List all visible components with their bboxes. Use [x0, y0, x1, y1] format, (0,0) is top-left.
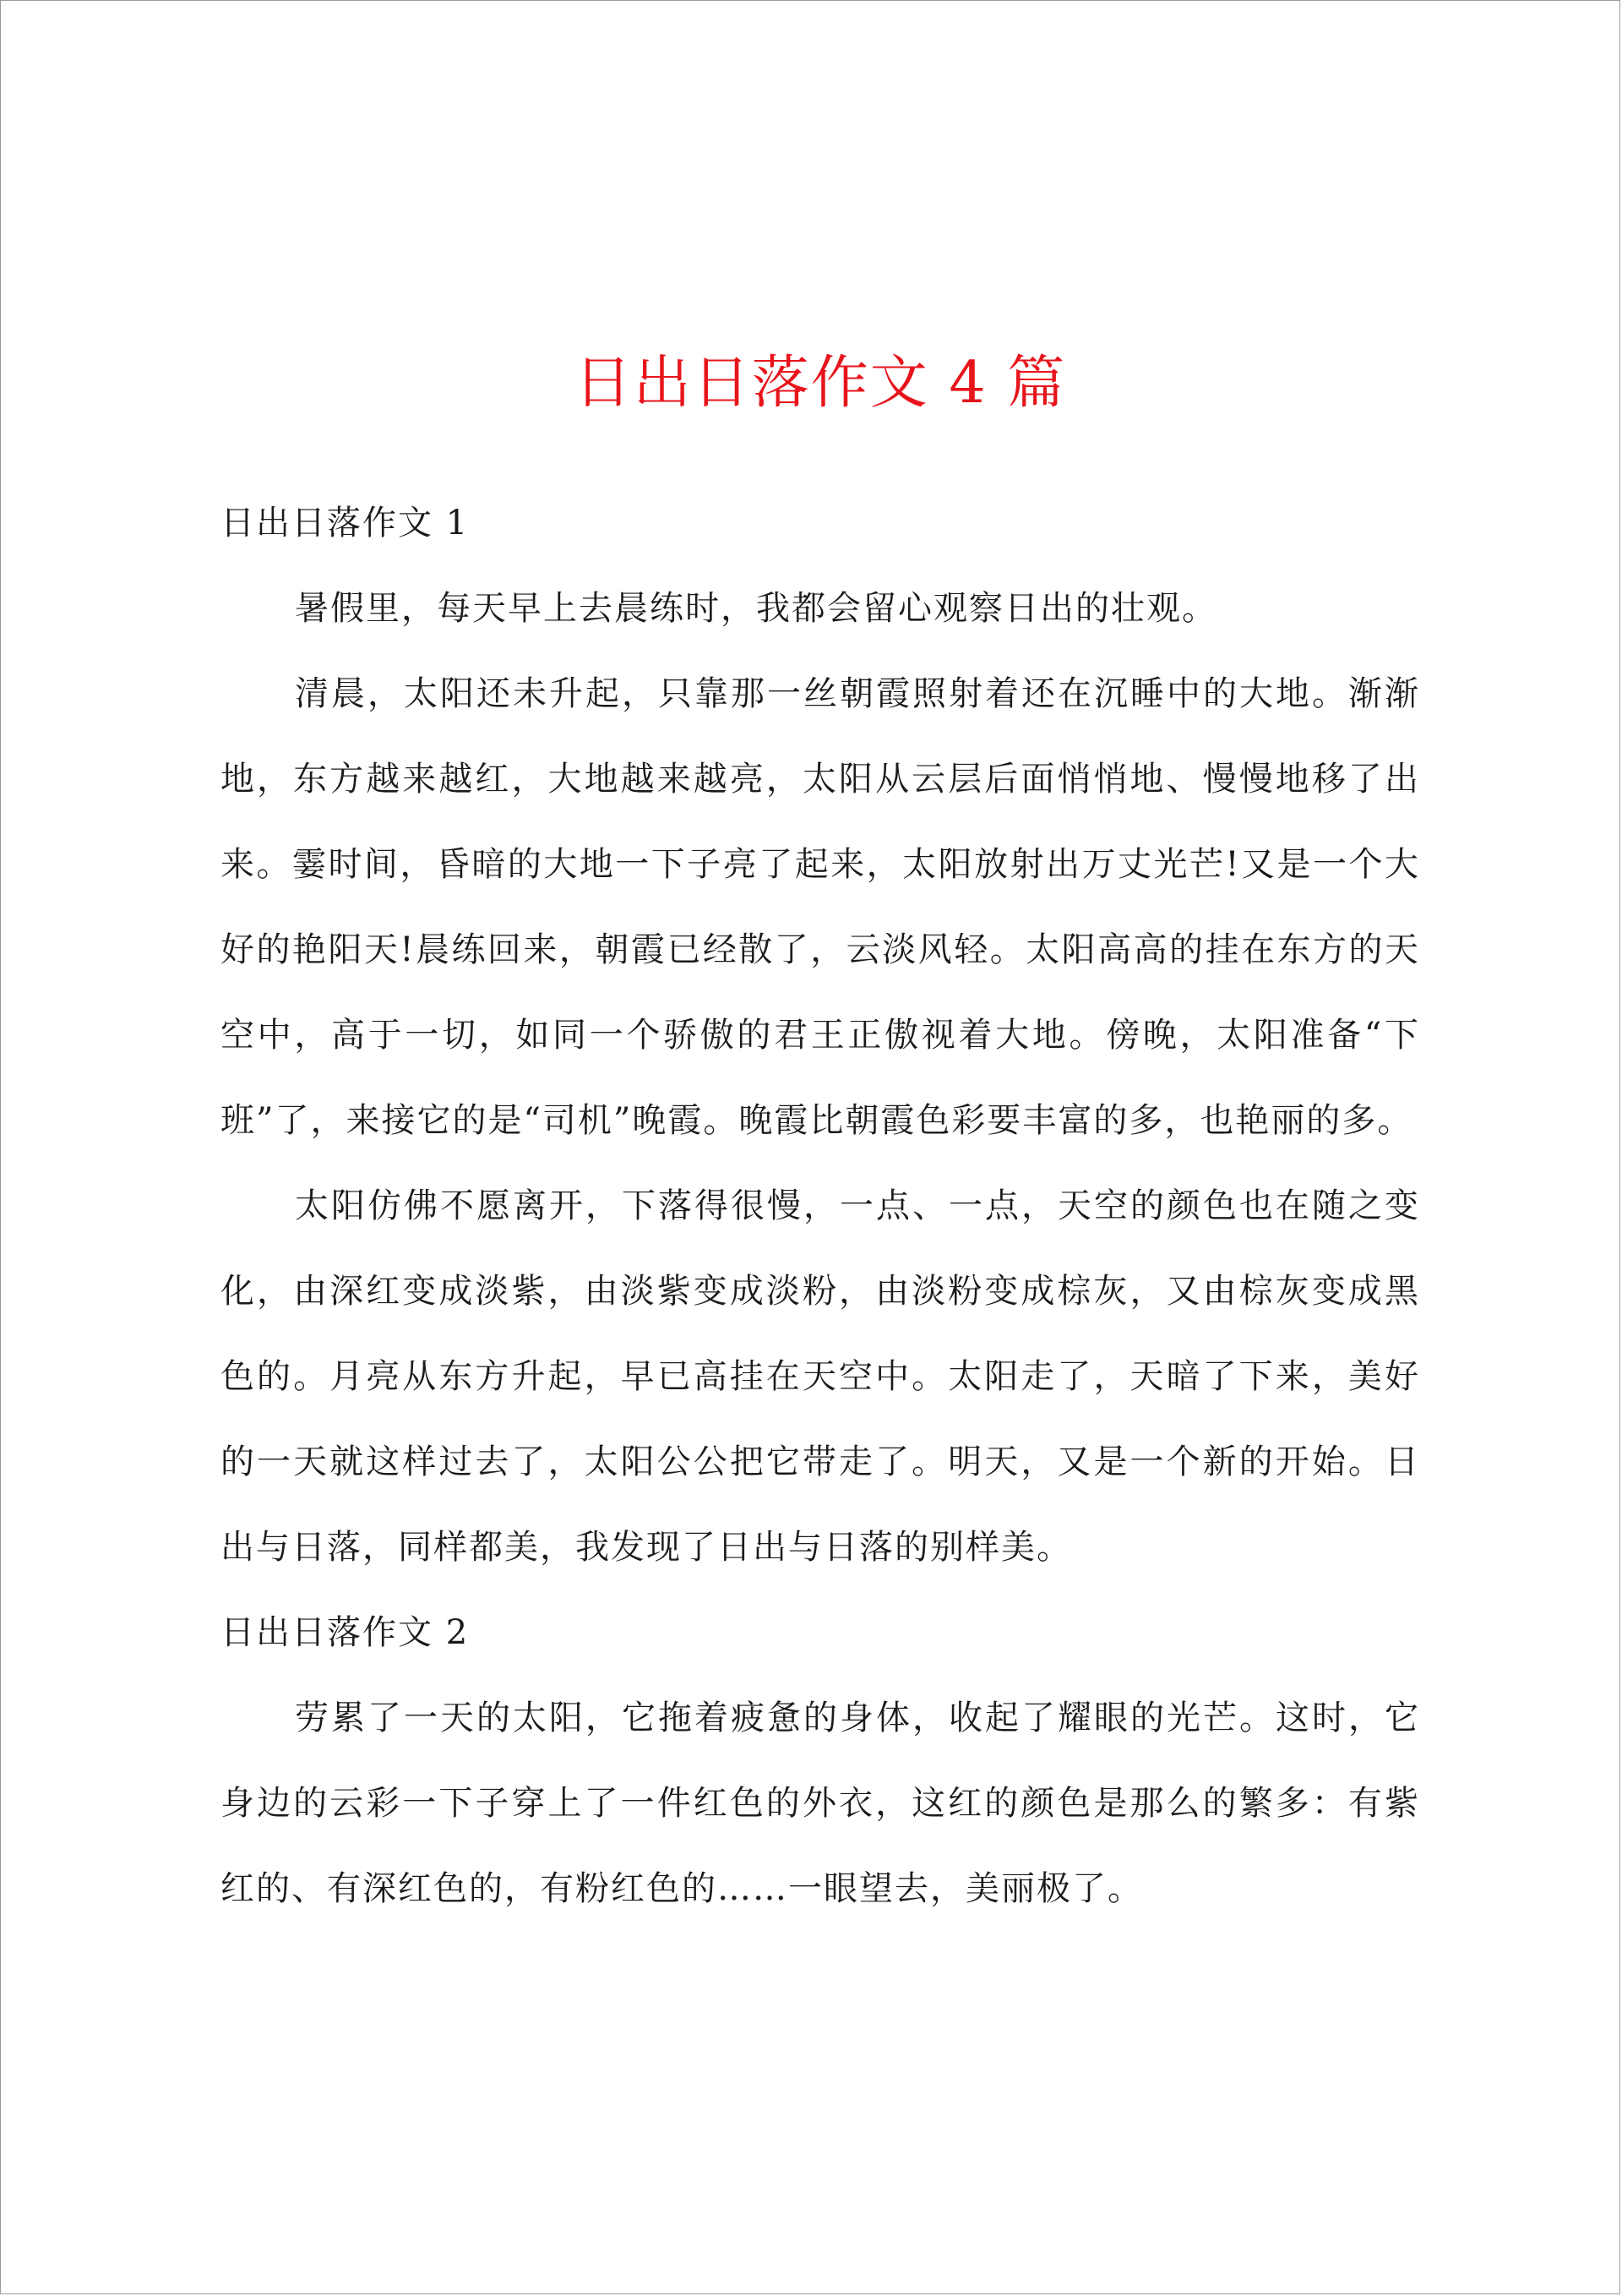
section-heading-1: 日出日落作文 1	[220, 504, 470, 543]
section-heading-2: 日出日落作文 2	[220, 1613, 470, 1652]
document-title: 日出日落作文 4 篇	[574, 350, 1067, 417]
paragraph: 太阳仿佛不愿离开，下落得很慢，一点、一点，天空的颜色也在随之变化，由深红变成淡紫，由淡紫变成淡粉，由淡粉变成棕灰，又由棕灰变成黑色的。月亮从东方升起，早已高挂在天空中。太阳走了，天暗了下来，美好的一天就这样过去了，太阳公公把它带走了。明天，又是一个新的开始。日出与日落，同样都美，我发现了日出与日落的别样美。	[220, 1186, 1420, 1567]
document-body	[220, 481, 1420, 1932]
paragraph: 劳累了一天的太阳，它拖着疲惫的身体，收起了耀眼的光芒。这时，它身边的云彩一下子穿上了一件红色的外衣，这红的颜色是那么的繁多：有紫红的、有深红色的，有粉红色的……一眼望去，美丽极了。	[220, 1699, 1420, 1908]
paragraph: 清晨，太阳还未升起，只靠那一丝朝霞照射着还在沉睡中的大地。渐渐地，东方越来越红，大地越来越亮，太阳从云层后面悄悄地、慢慢地移了出来。霎时间，昏暗的大地一下子亮了起来，太阳放射出万丈光芒!又是一个大好的艳阳天!晨练回来，朝霞已经散了，云淡风轻。太阳高高的挂在东方的天空中，高于一切，如同一个骄傲的君王正傲视着大地。傍晚，太阳准备“下班”了，来接它的是“司机”晚霞。晚霞比朝霞色彩要丰富的多，也艳丽的多。	[220, 674, 1420, 1140]
paragraph: 暑假里，每天早上去晨练时，我都会留心观察日出的壮观。	[295, 589, 1217, 628]
